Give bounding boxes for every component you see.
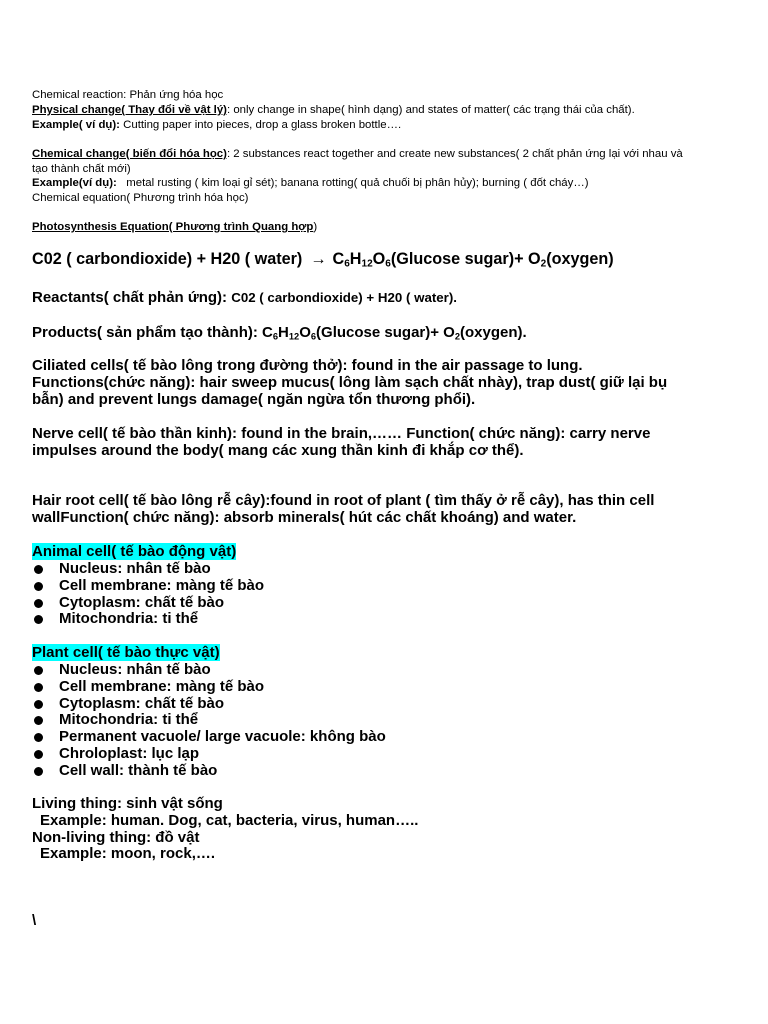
list-item-text: Cytoplasm: chất tế bào [59, 694, 225, 712]
bullet-icon [34, 615, 43, 624]
hair-root-line-1: Hair root cell( tế bào lông rễ cây):found in root of plant ( tìm thấy ở rễ cây), has thin cell [32, 492, 655, 509]
list-item-text: Cell wall: thành tế bào [59, 761, 218, 779]
chemical-example-line [32, 176, 589, 191]
list-item [32, 746, 386, 763]
reactants-value: C02 ( carbondioxide) + H20 ( water). [231, 290, 457, 305]
physical-example-label: Example( ví dụ): [32, 119, 120, 131]
photosynthesis-term: Photosynthesis Equation( Phương trình Quang hợp [32, 221, 314, 233]
oxygen-text: (oxygen) [546, 250, 614, 268]
bullet-icon [34, 683, 43, 692]
list-item [32, 679, 386, 696]
bullet-icon [34, 716, 43, 725]
ciliated-line-3: bẫn) and prevent lungs damage( ngăn ngừa tổn thương phổi). [32, 390, 476, 408]
ciliated-cells-section [32, 358, 732, 408]
photosynthesis-close-paren: ) [313, 221, 318, 233]
photosynthesis-equation [32, 250, 614, 269]
chemical-change-term: Chemical change( biến đổi hóa học) [32, 148, 227, 160]
bullet-icon [34, 599, 43, 608]
chemical-example-label: Example(ví dụ): [32, 177, 117, 189]
list-item-text: Permanent vacuole/ large vacuole: không bào [59, 728, 386, 746]
ciliated-line-2: Functions(chức năng): hair sweep mucus( lông làm sạch chất nhày), trap dust( giữ lại bụ [32, 373, 668, 391]
chemical-change-line [32, 147, 683, 162]
living-example-line: Example: human. Dog, cat, bacteria, virus, human….. [40, 811, 419, 829]
products-oxygen: (oxygen). [460, 324, 527, 341]
carbon-subscript: 6 [344, 258, 350, 270]
o2-subscript: 2 [540, 258, 547, 270]
list-item-text: Cytoplasm: chất tế bào [59, 593, 225, 611]
non-living-thing-line: Non-living thing: đồ vật [32, 828, 200, 846]
oxygen-subscript: 6 [385, 258, 391, 270]
chemical-equation-line: Chemical equation( Phương trình hóa học) [32, 192, 249, 204]
chemical-example-text: metal rusting ( kim loại gỉ sét); banana rotting( quả chuối bị phân hủy); burning ( đốt cháy…) [116, 177, 589, 189]
animal-cell-heading-line [32, 544, 732, 561]
list-item [32, 662, 386, 679]
reactants-line [32, 290, 732, 307]
physical-example-text: Cutting paper into pieces, drop a glass broken bottle…. [119, 119, 402, 131]
nerve-line-2: impulses around the body( mang các xung thần kinh đi khắp cơ thể). [32, 441, 524, 459]
hydrogen-symbol: H [349, 250, 362, 268]
list-item-text: Chroloplast: lục lạp [59, 744, 200, 762]
products-sub-2: 12 [288, 331, 300, 342]
list-item [32, 712, 386, 729]
products-sub-4: 2 [454, 331, 461, 342]
list-item [32, 561, 264, 578]
animal-cell-list [32, 561, 264, 628]
equation-left: C02 ( carbondioxide) + H20 ( water) [32, 250, 303, 268]
arrow-icon: → [310, 250, 327, 268]
glucose-text: (Glucose sugar)+ O [390, 250, 541, 268]
list-item-text: Nucleus: nhân tế bào [59, 560, 211, 577]
hair-root-cell-section [32, 493, 732, 527]
nerve-line-1: Nerve cell( tế bào thần kinh): found in the brain,…… Function( chức năng): carry nerve [32, 425, 651, 442]
non-living-example-line: Example: moon, rock,…. [40, 845, 216, 863]
nerve-cell-section [32, 426, 732, 460]
products-sub-1: 6 [272, 331, 279, 342]
products-label: Products( sản phẩm tạo thành): C [32, 324, 273, 341]
list-item-text: Mitochondria: ti thể [59, 610, 199, 628]
living-thing-line: Living thing: sinh vật sống [32, 795, 223, 812]
list-item [32, 696, 386, 713]
list-item [32, 729, 386, 746]
animal-cell-heading: Animal cell( tế bào động vật) [32, 543, 237, 560]
hydrogen-subscript: 12 [361, 258, 373, 270]
list-item [32, 611, 264, 628]
products-sub-3: 6 [310, 331, 317, 342]
list-item-text: Cell membrane: màng tế bào [59, 576, 265, 594]
physical-change-definition: : only change in shape( hình dạng) and states of matter( các trạng thái của chất). [226, 104, 635, 116]
carbon-symbol: C [332, 250, 345, 268]
products-h: H [278, 324, 289, 341]
plant-cell-heading: Plant cell( tế bào thực vật) [32, 644, 220, 661]
list-item-text: Cell membrane: màng tế bào [59, 677, 265, 695]
list-item [32, 763, 386, 780]
list-item-text: Nucleus: nhân tế bào [59, 661, 211, 678]
bullet-icon [34, 750, 43, 759]
plant-cell-heading-line [32, 645, 732, 662]
trailing-backslash: \ [32, 912, 37, 929]
physical-change-term: Physical change( Thay đổi về vật lý) [32, 104, 227, 116]
bullet-icon [34, 700, 43, 709]
plant-cell-list [32, 662, 386, 780]
bullet-icon [34, 582, 43, 591]
bullet-icon [34, 733, 43, 742]
list-item [32, 578, 264, 595]
oxygen-symbol: O [372, 250, 386, 268]
hair-root-line-2: wallFunction( chức năng): absorb minerals( hút các chất khoáng) and water. [32, 508, 577, 526]
bullet-icon [34, 767, 43, 776]
chemical-reaction-line: Chemical reaction: Phản ứng hóa học [32, 89, 224, 101]
products-glucose: (Glucose sugar)+ O [316, 324, 455, 341]
products-line [32, 325, 732, 342]
living-things-section [32, 796, 732, 863]
bullet-icon [34, 666, 43, 675]
ciliated-line-1: Ciliated cells( tế bào lông trong đường thở): found in the air passage to lung. [32, 357, 583, 374]
equation-right [333, 250, 614, 268]
physical-example-line [32, 118, 401, 133]
photosynthesis-heading [32, 220, 317, 235]
physical-change-line [32, 103, 635, 118]
products-o: O [299, 324, 311, 341]
chemical-change-line-2: tạo thành chất mới) [32, 163, 131, 175]
chemical-change-definition: : 2 substances react together and create new substances( 2 chất phản ứng lại với nhau và [226, 148, 683, 160]
bullet-icon [34, 565, 43, 574]
reactants-label: Reactants( chất phản ứng): [32, 289, 232, 306]
list-item-text: Mitochondria: ti thể [59, 711, 199, 729]
list-item [32, 595, 264, 612]
